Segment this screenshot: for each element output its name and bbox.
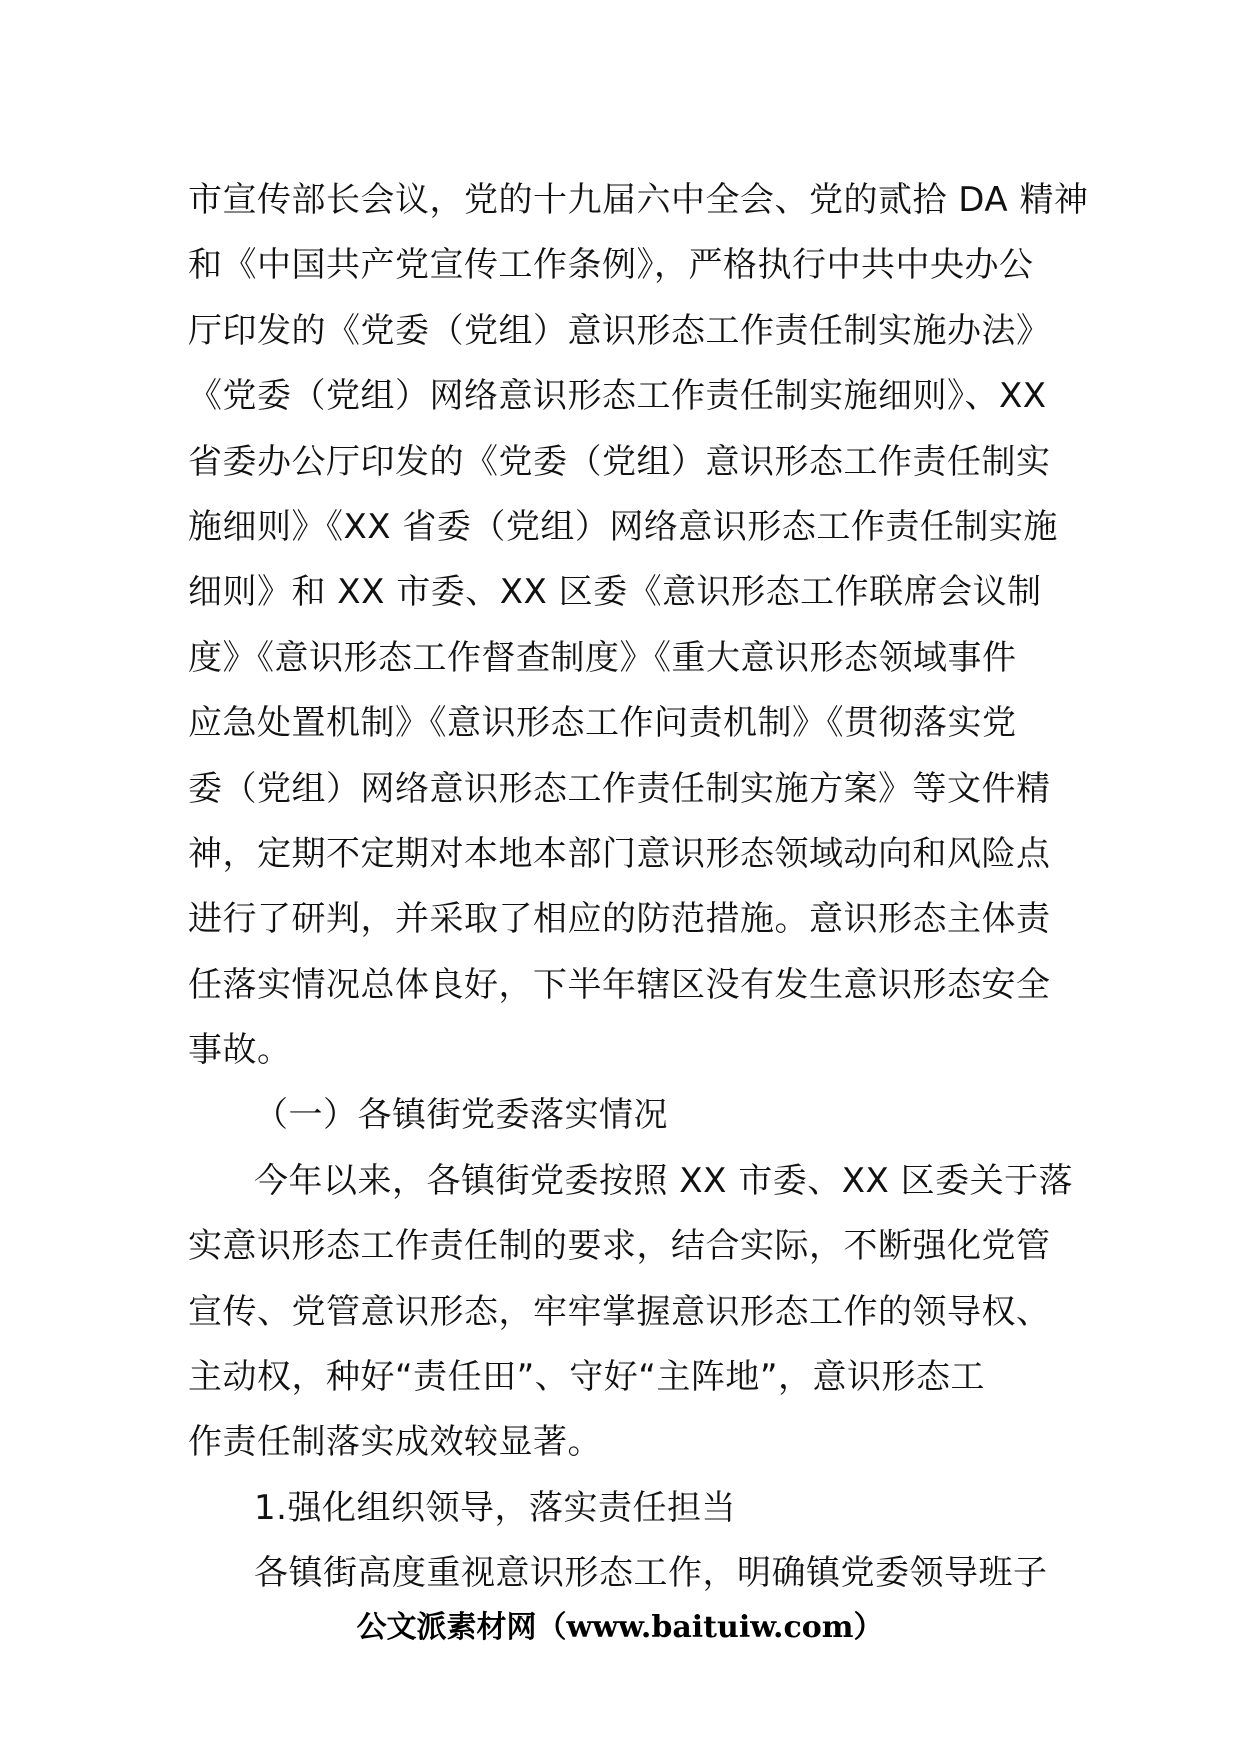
text-line: 作责任制落实成效较显著。 [188,1422,602,1463]
document-body [188,168,1089,1607]
text-line: 神，定期不定期对本地本部门意识形态领域动向和风险点 [188,833,1051,874]
text-line: 主动权，种好“责任田”、守好“主阵地”，意识形态工 [188,1357,985,1398]
text-line: 应急处置机制》《意识形态工作问责机制》《贯彻落实党 [188,703,1017,744]
text-line: 今年以来，各镇街党委按照 XX 市委、XX 区委关于落 [254,1160,1074,1201]
text-line: 度》《意识形态工作督查制度》《重大意识形态领域事件 [188,637,1017,678]
text-line: 市宣传部长会议，党的十九届六中全会、党的贰拾 DA 精神 [188,180,1089,220]
text-line: 细则》和 XX 市委、XX 区委《意识形态工作联席会议制 [188,572,1042,613]
section-heading: （一）各镇街党委落实情况 [254,1095,668,1136]
text-line: 《党委（党组）网络意识形态工作责任制实施细则》、XX [188,376,1047,417]
text-line: 进行了研判，并采取了相应的防范措施。意识形态主体责 [188,899,1051,940]
text-line: 事故。 [188,1030,292,1071]
text-line: 厅印发的《党委（党组）意识形态工作责任制实施办法》 [188,310,1051,351]
text-line: 和《中国共产党宣传工作条例》，严格执行中共中央办公 [188,245,1034,286]
subsection-heading: 1.强化组织领导，落实责任担当 [254,1487,736,1528]
text-line: 实意识形态工作责任制的要求，结合实际，不断强化党管 [188,1226,1051,1267]
text-line: 各镇街高度重视意识形态工作，明确镇党委领导班子 [254,1553,1048,1594]
text-line: 省委办公厅印发的《党委（党组）意识形态工作责任制实 [188,441,1051,482]
text-line: 委（党组）网络意识形态工作责任制实施方案》等文件精 [188,768,1051,809]
text-line: 任落实情况总体良好，下半年辖区没有发生意识形态安全 [188,964,1051,1005]
footer-watermark: 公文派素材网（www.baituiw.com） [356,1610,884,1645]
text-line: 宣传、党管意识形态，牢牢掌握意识形态工作的领导权、 [188,1291,1051,1332]
text-line: 施细则》《XX 省委（党组）网络意识形态工作责任制实施 [188,506,1058,547]
